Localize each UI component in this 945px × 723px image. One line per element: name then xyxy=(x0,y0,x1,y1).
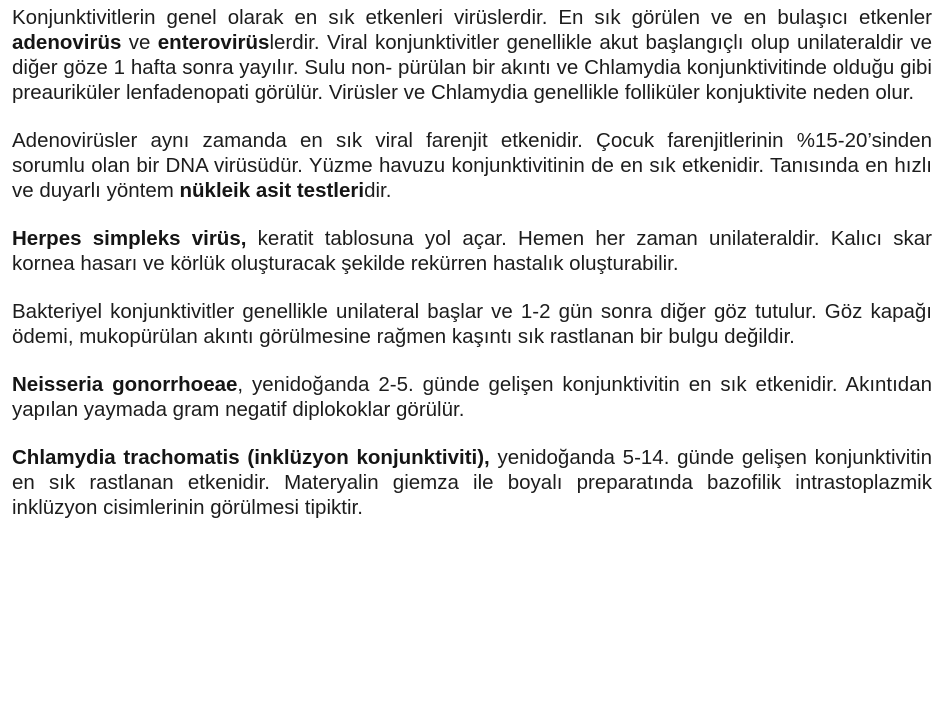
text-run: lerdir. Viral konjunktivitler genellikle akut başlangıçlı olup unilateraldir ve diğer göze 1 hafta sonra yayılır. Sulu non- pürülan bir akıntı ve Chlamydia konjunktivitinde olduğu gibi preauriküler lenfadenopati görülür. Virüsler ve Chlamydia genellikle folliküler konjuktivite neden olur. xyxy=(12,31,932,104)
text-run: , yenidoğanda 2-5. günde gelişen konjunktivitin en sık etkenidir. Akıntıdan yapılan yaymada gram negatif diplokoklar görülür. xyxy=(12,373,933,421)
paragraph-herpes-simplex xyxy=(12,226,932,276)
text-run: Bakteriyel konjunktivitler genellikle unilateral başlar ve 1-2 gün sonra diğer göz tutulur. Göz kapağı ödemi, mukopürülan akıntı görülmesine rağmen kaşıntı sık rastlanan bir bulgu değildir. xyxy=(12,300,932,348)
term-herpes-simplex-virus: Herpes simpleks virüs, xyxy=(12,227,247,250)
text-run: dir. xyxy=(364,179,392,202)
term-nucleic-acid-tests: nükleik asit testleri xyxy=(179,179,365,202)
paragraph-adenovirus xyxy=(12,128,932,203)
paragraph-neisseria xyxy=(12,372,932,422)
term-neisseria-gonorrhoeae: Neisseria gonorrhoeae xyxy=(12,373,238,396)
text-run: Konjunktivitlerin genel olarak en sık etkenleri virüslerdir. En sık görülen ve en bulaşıcı etkenler xyxy=(12,6,932,29)
term-adenovirus: adenovirüs xyxy=(12,31,122,54)
paragraph-viral-conjunctivitis xyxy=(12,5,932,105)
text-run: keratit tablosuna yol açar. Hemen her zaman unilateraldir. Kalıcı skar kornea hasarı ve körlük oluşturacak şekilde rekürren hastalık oluşturabilir. xyxy=(12,227,932,275)
paragraph-chlamydia xyxy=(12,445,932,520)
term-chlamydia-trachomatis: Chlamydia trachomatis (inklüzyon konjunktiviti), xyxy=(12,446,490,469)
text-run: yenidoğanda 5-14. günde gelişen konjunktivitin en sık rastlanan etkenidir. Materyalin giemza ile boyalı preparatında bazofilik intrastoplazmik inklüzyon cisimlerinin görülmesi tipiktir. xyxy=(12,446,932,519)
text-run: Adenovirüsler aynı zamanda en sık viral farenjit etkenidir. Çocuk farenjitlerinin %15-20’sinden sorumlu olan bir DNA virüsüdür. Yüzme havuzu konjunktivitinin de en sık etkenidir. Tanısında en hızlı ve duyarlı yöntem xyxy=(12,129,932,202)
text-run: ve xyxy=(121,31,158,54)
paragraph-bacterial-conjunctivitis xyxy=(12,299,932,349)
term-enterovirus: enterovirüs xyxy=(157,31,270,54)
